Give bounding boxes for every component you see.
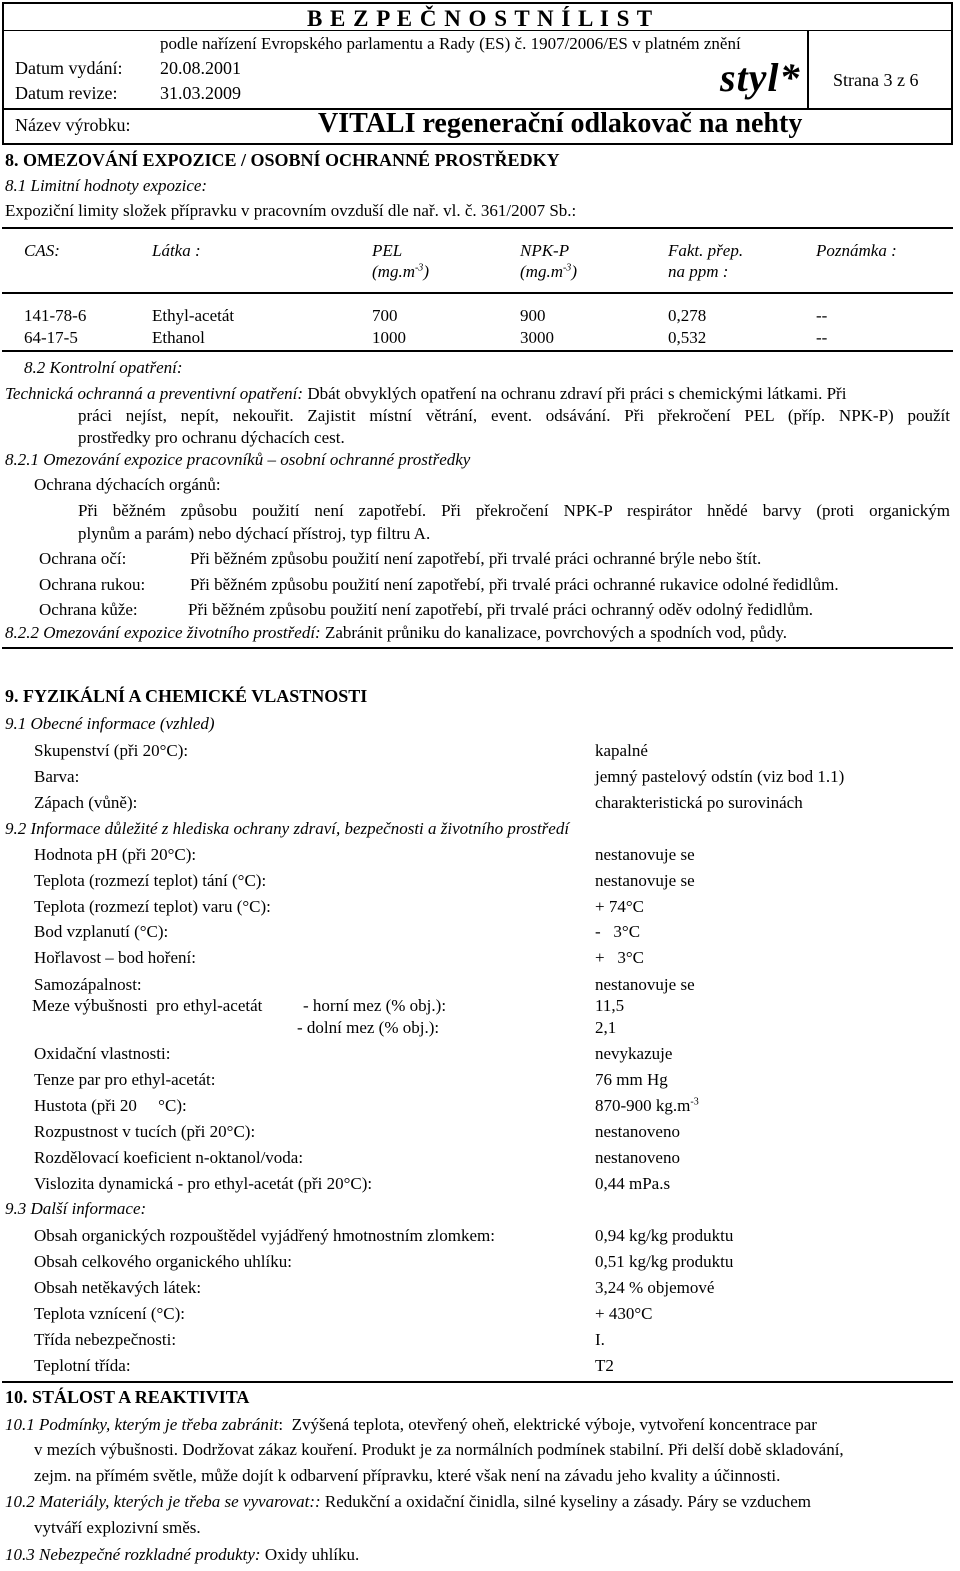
hand-protection-text: Při běžném způsobu použití není zapotřebí, při trvalé práci ochranné rukavice odolné ředidlům. <box>190 575 839 594</box>
section-10-2-line-1: 10.2 Materiály, kterých je třeba se vyvarovat:: Redukční a oxidační činidla, silné kyseliny a zásady. Páry se vzduchem <box>5 1492 811 1511</box>
datum-revize-value: 31.03.2009 <box>160 83 241 103</box>
property-label: Rozdělovací koeficient n-oktanol/voda: <box>34 1148 304 1167</box>
document-header <box>0 0 960 148</box>
table-cell-cas: 64-17-5 <box>24 328 78 347</box>
property-value: nestanoveno <box>595 1122 680 1141</box>
respiratory-text-2: plynům a parám) nebo dýchací přístroj, typ filtru A. <box>78 524 431 543</box>
property-label: Zápach (vůně): <box>34 793 138 812</box>
respiratory-text-1: Při běžném způsobu použití není zapotřebí. Při překročení NPK-P respirátor hnědé barvy (proti organickým <box>78 501 950 520</box>
property-label: Teplotní třída: <box>34 1356 131 1375</box>
document-title: B E Z P E Č N O S T N Í L I S T <box>306 6 654 31</box>
property-value: I. <box>595 1330 605 1349</box>
section-10-1-line-3: zejm. na přímém světle, může dojít k odbarvení přípravku, které však není na závadu jeho kvality a účinnosti. <box>34 1466 781 1485</box>
section-9-3-heading: 9.3 Další informace: <box>5 1199 147 1218</box>
document-subtitle: podle nařízení Evropského parlamentu a Rady (ES) č. 1907/2006/ES v platném znění <box>160 34 741 53</box>
col-header-cas: CAS: <box>24 241 60 260</box>
property-label: Hořlavost – bod hoření: <box>34 948 196 967</box>
datum-vydani-label: Datum vydání: <box>15 58 123 78</box>
tech-measures-line-1: Technická ochranná a preventivní opatření: Dbát obvyklých opatření na ochranu zdraví při práci s chemickými látkami. Při <box>5 384 847 403</box>
property-value: nestanovuje se <box>595 975 695 994</box>
property-label: Vislozita dynamická - pro ethyl-acetát (při 20°C): <box>34 1174 373 1193</box>
skin-protection-text: Při běžném způsobu použití není zapotřebí, při trvalé práci ochranný oděv odolný ředidlům. <box>188 600 814 619</box>
property-label: Třída nebezpečnosti: <box>34 1330 177 1349</box>
table-cell-fakt: 0,278 <box>668 306 707 325</box>
property-value: - 3°C <box>595 922 641 941</box>
section-8-2-heading: 8.2 Kontrolní opatření: <box>24 358 183 377</box>
section-8-1-heading: 8.1 Limitní hodnoty expozice: <box>5 176 208 195</box>
property-label: Oxidační vlastnosti: <box>34 1044 171 1063</box>
property-value: nestanovuje se <box>595 871 695 890</box>
table-cell-pel: 700 <box>372 306 398 325</box>
property-value: nevykazuje <box>595 1044 673 1063</box>
property-value: T2 <box>595 1356 614 1375</box>
table-cell-npk: 3000 <box>520 328 554 347</box>
datum-revize-label: Datum revize: <box>15 83 118 103</box>
property-label: Hodnota pH (při 20°C): <box>34 845 197 864</box>
property-label: Teplota vznícení (°C): <box>34 1304 185 1323</box>
property-value: 76 mm Hg <box>595 1070 668 1089</box>
explosion-limits-label: Meze výbušnosti pro ethyl-acetát <box>32 996 263 1015</box>
property-value: jemný pastelový odstín (viz bod 1.1) <box>595 767 845 786</box>
table-cell-latka: Ethanol <box>152 328 205 347</box>
table-cell-pozn: -- <box>816 306 828 325</box>
property-label: Obsah celkového organického uhlíku: <box>34 1252 292 1271</box>
table-cell-pel: 1000 <box>372 328 406 347</box>
property-label: Bod vzplanutí (°C): <box>34 922 169 941</box>
col-header-fakt-2: na ppm : <box>668 262 729 281</box>
table-top-rule <box>2 227 953 229</box>
eye-protection-label: Ochrana očí: <box>39 549 127 568</box>
property-label: Obsah organických rozpouštědel vyjádřený hmotnostním zlomkem: <box>34 1226 495 1245</box>
section-8-2-1-heading: 8.2.1 Omezování expozice pracovníků – osobní ochranné prostředky <box>5 450 471 469</box>
section-8-bottom-rule <box>2 647 953 649</box>
datum-vydani-value: 20.08.2001 <box>160 58 241 78</box>
explosion-lower-value: 2,1 <box>595 1018 617 1037</box>
property-value: nestanovuje se <box>595 845 695 864</box>
col-header-poznamka: Poznámka : <box>816 241 897 260</box>
section-8-heading: 8. OMEZOVÁNÍ EXPOZICE / OSOBNÍ OCHRANNÉ PROSTŘEDKY <box>5 150 560 170</box>
section-10-1-line-1: 10.1 Podmínky, kterým je třeba zabránit: Zvýšená teplota, otevřený oheň, elektrické výboje, vytvoření koncentrace par <box>5 1415 817 1434</box>
section-9-bottom-rule <box>2 1381 953 1383</box>
table-cell-latka: Ethyl-acetát <box>152 306 235 325</box>
respiratory-label: Ochrana dýchacích orgánů: <box>34 475 221 494</box>
section-8-1-intro: Expoziční limity složek přípravku v pracovním ovzduší dle nař. vl. č. 361/2007 Sb.: <box>5 201 577 220</box>
density-value: 870-900 $kg.m^{-3}$ <box>595 1096 699 1115</box>
nazev-vyrobku-value: VITALI regenerační odlakovač na nehty <box>318 108 803 139</box>
section-8-2-2: 8.2.2 Omezování expozice životního prostředí: Zabránit průniku do kanalizace, povrchových a spodních vod, půdy. <box>5 623 787 642</box>
property-label: Teplota (rozmezí teplot) tání (°C): <box>34 871 267 890</box>
explosion-upper-label: - horní mez (% obj.): <box>303 996 447 1015</box>
hand-protection-label: Ochrana rukou: <box>39 575 146 594</box>
property-value: 3,24 % objemové <box>595 1278 715 1297</box>
property-label: Barva: <box>34 767 80 786</box>
eye-protection-text: Při běžném způsobu použití není zapotřebí, při trvalé práci ochranné brýle nebo štít. <box>190 549 762 568</box>
section-10-3: 10.3 Nebezpečné rozkladné produkty: Oxidy uhlíku. <box>5 1545 360 1564</box>
section-9-1-heading: 9.1 Obecné informace (vzhled) <box>5 714 215 733</box>
property-value: + 74°C <box>595 897 644 916</box>
header-border-top <box>2 2 953 4</box>
table-cell-pozn: -- <box>816 328 828 347</box>
col-header-pel: PEL <box>372 241 403 260</box>
table-cell-npk: 900 <box>520 306 546 325</box>
col-header-latka: Látka : <box>152 241 201 260</box>
header-divider-vertical <box>807 30 809 110</box>
property-value: nestanoveno <box>595 1148 680 1167</box>
table-bottom-rule <box>2 350 953 352</box>
col-header-fakt: Fakt. přep. <box>668 241 744 260</box>
property-value: 0,51 kg/kg produktu <box>595 1252 734 1271</box>
property-value: charakteristická po surovinách <box>595 793 803 812</box>
table-header-rule <box>2 292 953 294</box>
density-label: Hustota (při 20 °C): <box>34 1096 187 1115</box>
col-header-npk-unit: $(mg.m^{-3})$ <box>520 262 577 281</box>
tech-measures-line-2: práci nejíst, nepít, nekouřit. Zajistit místní větrání, event. odsávání. Při překročení PEL (příp. NPK-P) použít <box>78 406 950 425</box>
section-9-heading: 9. FYZIKÁLNÍ A CHEMICKÉ VLASTNOSTI <box>5 686 368 706</box>
property-label: Tenze par pro ethyl-acetát: <box>34 1070 216 1089</box>
col-header-pel-unit: $(mg.m^{-3})$ <box>372 262 429 281</box>
property-value: + 3°C <box>595 948 644 967</box>
property-label: Samozápalnost: <box>34 975 142 994</box>
tech-measures-line-3: prostředky pro ochranu dýchacích cest. <box>78 428 345 447</box>
section-10-1-line-2: v mezích výbušnosti. Dodržovat zákaz kouření. Produkt je za normálních podmínek stabilní. Při delší době skladování, <box>34 1440 844 1459</box>
section-9-2-heading: 9.2 Informace důležité z hlediska ochrany zdraví, bezpečnosti a životního prostředí <box>5 819 570 838</box>
section-10-heading: 10. STÁLOST A REAKTIVITA <box>5 1387 250 1407</box>
property-value: 0,44 mPa.s <box>595 1174 671 1193</box>
property-value: 0,94 kg/kg produktu <box>595 1226 734 1245</box>
property-value: kapalné <box>595 741 648 760</box>
property-label: Teplota (rozmezí teplot) varu (°C): <box>34 897 271 916</box>
explosion-upper-value: 11,5 <box>595 996 625 1015</box>
section-10-2-line-2: vytváří explozivní směs. <box>34 1518 201 1537</box>
property-value: + 430°C <box>595 1304 653 1323</box>
table-cell-fakt: 0,532 <box>668 328 707 347</box>
property-label: Rozpustnost v tucích (při 20°C): <box>34 1122 256 1141</box>
table-cell-cas: 141-78-6 <box>24 306 87 325</box>
page-number: Strana 3 z 6 <box>833 70 919 90</box>
skin-protection-label: Ochrana kůže: <box>39 600 138 619</box>
nazev-vyrobku-label: Název výrobku: <box>15 115 131 135</box>
header-border-bottom <box>2 143 953 145</box>
styl-logo: styl* <box>720 55 801 100</box>
property-label: Obsah netěkavých látek: <box>34 1278 202 1297</box>
property-label: Skupenství (při 20°C): <box>34 741 189 760</box>
explosion-lower-label: - dolní mez (% obj.): <box>297 1018 440 1037</box>
col-header-npk: NPK-P <box>520 241 570 260</box>
